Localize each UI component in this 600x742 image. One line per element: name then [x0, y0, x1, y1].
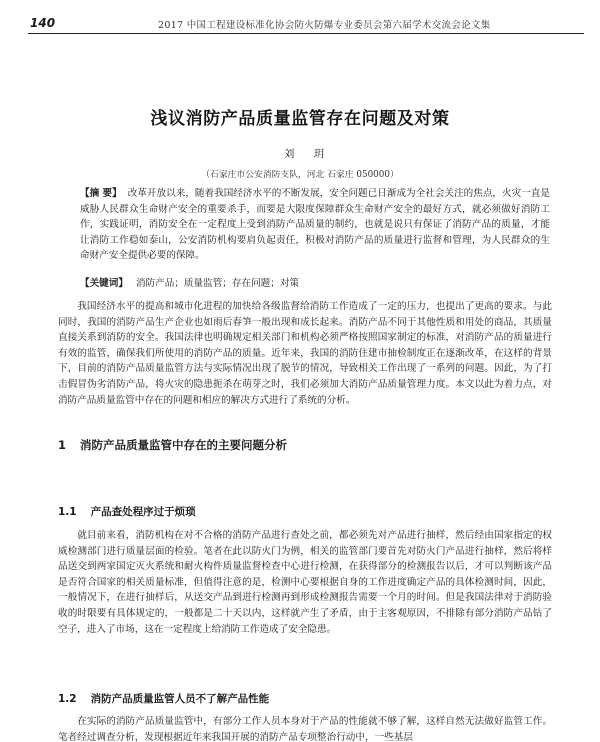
section-1-2-number: 1.2	[58, 693, 77, 705]
section-1-2-heading	[58, 691, 269, 706]
intro-paragraph: 我国经济水平的提高和城市化进程的加快给各级监督给消防工作造成了一定的压力，也提出了更高的要求。与此同时，我国的消防产品生产企业也如雨后春笋一般出现和成长起来。消防产品不同于其他性质和用处的商品，其质量直接关系到消防的安全。我国法律也明确规定相关部门和机构必须严格按照国家制定的标准，对消防产品的质量进行有效的监管，确保我们所使用的消防产品的质量。近年来，我国的消防住建市抽检制度正在逐渐改革，在这样的背景下，目前的消防产品质量监管方法与实际情况出现了脱节的情况，导致相关工作出现了一系列的问题。因此，为了打击假冒伪劣消防产品，将火灾的隐患扼杀在萌芽之时，我们必须加大消防产品质量管理力度。本文以此为着力点，对消防产品质量监管中存在的问题和相应的解决方式进行了系统的分析。	[58, 301, 552, 406]
journal-title: 2017 中国工程建设标准化协会防火防爆专业委员会第六届学术交流会论文集	[158, 20, 491, 31]
section-1-heading	[58, 437, 287, 453]
section-1-1-title: 产品查处程序过于烦琐	[90, 506, 196, 518]
page-number: 140	[30, 16, 56, 30]
section-1-1-paragraph: 就目前来看，消防机构在对不合格的消防产品进行查处之前，都必须先对产品进行抽样，然后经由国家指定的权威检测部门进行质量层面的检验。笔者在此以防火门为例，相关的监管部门要首先对防火门产品进行抽样，然后将样品送交到两家国定灭火系统和耐火构件质量监督检查中心进行检测，在获得部分的检测报告以后，才可以判断该产品是否符合国家的相关质量标准，但值得注意的是，检测中心要根据自身的工作进度确定产品的具体检测时间，因此，一般情况下，在进行抽样后，从送交产品到进行检测再到形成检测报告需要一个月的时间。但是我国法律对于消防验收的时限要有具体规定的，一般都是二十天以内，这样就产生了矛盾，由于主客观原因，不排除有部分消防产品钻了空子，进入了市场，这在一定程度上给消防工作造成了安全隐患。	[58, 530, 552, 635]
author: 刘 玥	[283, 148, 333, 160]
section-1-2-paragraph: 在实际的消防产品质量监管中，有部分工作人员本身对于产品的性能就不够了解，这样自然无法做好监管工作。笔者经过调查分析，发现根据近年来我国开展的消防产品专项整治行动中，一些基层	[58, 716, 552, 742]
section-1-1-heading	[58, 504, 196, 519]
abstract-text: 改革开放以来，随着我国经济水平的不断发展，安全问题已日渐成为全社会关注的焦点，火灾一直是威胁人民群众生命财产安全的重要杀手，而要是大限度保障群众生命财产安全的最好方式，就必须做好消防工作，实践证明，消防安全在一定程度上受到消防产品质量的制约，也就是说只有保证了消防产品的质量，才能让消防工作稳如泰山，公安消防机构要肩负起责任，积极对消防产品的质量进行监督和管理，为人民群众的生命财产安全提供必要的保障。	[80, 188, 550, 261]
section-1-title: 消防产品质量监管中存在的主要问题分析	[80, 438, 288, 452]
running-header	[28, 14, 584, 34]
keywords-text: 消防产品；质量监管；存在问题；对策	[135, 278, 300, 289]
keywords	[80, 276, 550, 291]
keywords-label: 【关键词】	[80, 278, 128, 289]
abstract	[80, 186, 550, 264]
section-1-1-number: 1.1	[58, 506, 77, 518]
abstract-label: 【摘 要】	[80, 188, 122, 199]
section-1-2-title: 消防产品质量监管人员不了解产品性能	[90, 693, 270, 705]
section-1-number: 1	[58, 438, 67, 452]
affiliation: （石家庄市公安消防支队，河北 石家庄 050000）	[201, 170, 399, 180]
paper-title: 浅议消防产品质量监管存在问题及对策	[150, 109, 450, 129]
